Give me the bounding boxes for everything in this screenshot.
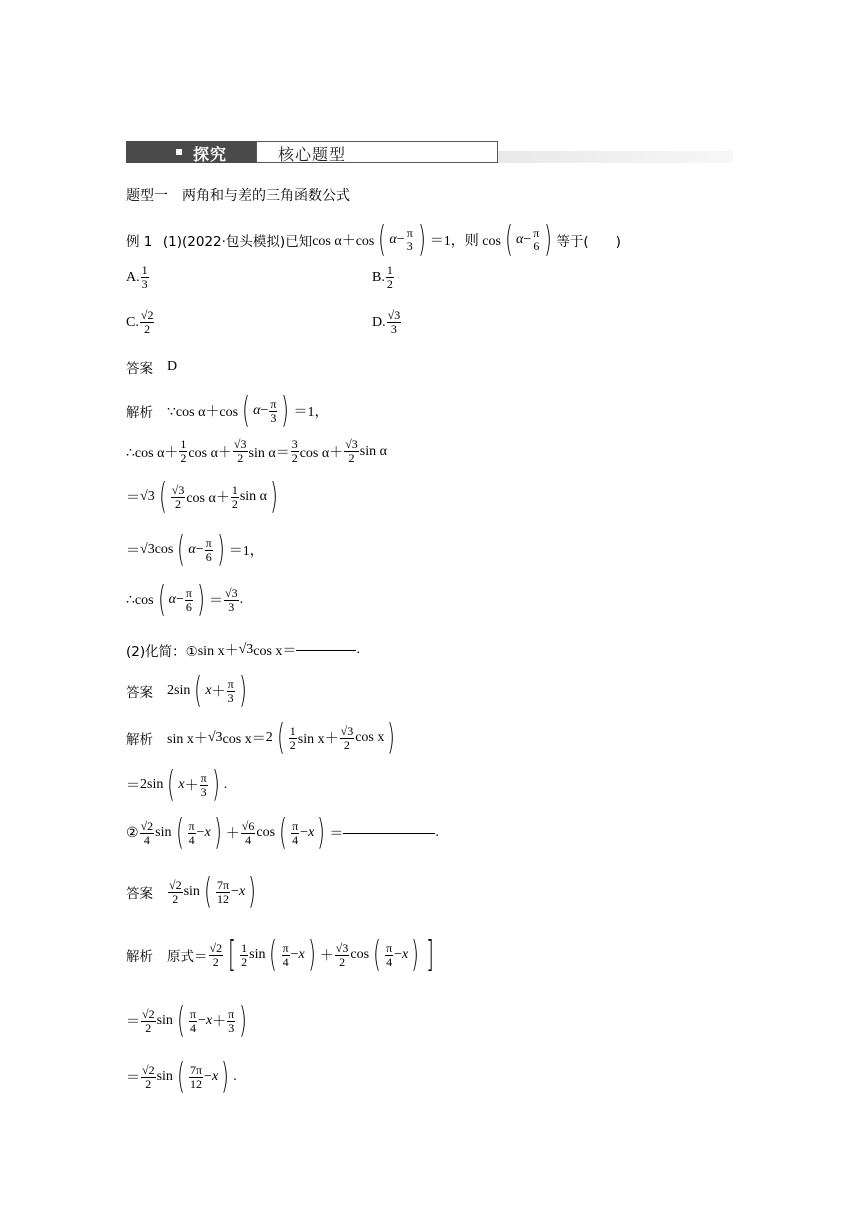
example-label: 例 1 xyxy=(126,234,153,250)
analysis-line-2: ∴cos α＋ $\frac{1}{2}$ cos α＋ $\frac{√3}{2}$ sin α＝ $\frac{3}{2}$ cos α＋ $\frac{√3}{2}$ sin α xyxy=(126,437,387,465)
section-banner xyxy=(126,141,733,165)
option-a: A. $\frac{1}{3}$ xyxy=(126,263,148,291)
banner-right-label: 核心题型 xyxy=(278,145,347,164)
part2-question2: ② $\frac{√2}{4}$ sin ( $\frac{\pi}{4}$ − x ) ＋ $\frac{√6}{4}$ cos ( $\frac{\pi}{4}$ − x ) ＝ . xyxy=(126,812,439,853)
answer3-line: 答案 $\frac{√2}{2}$ sin ( $\frac{7\pi}{12}$ − x ) xyxy=(126,871,257,912)
analysis3-line-1: 解析 原式＝ $\frac{√2}{2}$ [ $\frac{1}{2}$ sin ( $\frac{\pi}{4}$ − x ) ＋ $\frac{√3}{2}$ cos ( $\frac{\pi}{4}$ − x ) ] xyxy=(126,934,435,975)
analysis-line-3: ＝ √ 3 ( $\frac{√3}{2}$ cos α＋ $\frac{1}{2}$ sin α ) xyxy=(126,476,278,517)
analysis-line-4: ＝ √ 3 cos ( α − $\frac{\pi}{6}$ ) ＝1， xyxy=(126,529,264,570)
banner-left-label: 探究 xyxy=(193,145,228,164)
analysis2-line-2: ＝ 2sin ( x ＋ $\frac{\pi}{3}$ ) . xyxy=(126,764,228,805)
expr-text: ＝1，则 cos xyxy=(429,234,501,249)
question-tail: 等于( ) xyxy=(556,234,621,250)
example-source: (1)(2022·包头模拟)已知 xyxy=(162,234,313,250)
example1-question: 例 1 (1)(2022·包头模拟)已知 cos α＋cos ( α − π 3 ) ＝1，则 cos ( α − π 6 ) 等于( ) xyxy=(126,219,621,260)
option-d: D. $\frac{√3}{3}$ xyxy=(372,308,401,336)
option-b: B. $\frac{1}{2}$ xyxy=(372,263,393,291)
analysis2-line-1: 解析 sin x＋ √ 3 cos x＝ 2 ( $\frac{1}{2}$ sin x＋ $\frac{√3}{2}$ cos x ) xyxy=(126,717,396,758)
option-c: C. $\frac{√2}{2}$ xyxy=(126,308,154,336)
analysis3-line-3: ＝ $\frac{√2}{2}$ sin ( $\frac{7\pi}{12}$ − x ) . xyxy=(126,1056,237,1097)
section-title: 题型一 两角和与差的三角函数公式 xyxy=(126,188,350,204)
analysis-line-1: 解析 ∵cos α＋cos ( α − $\frac{\pi}{3}$ ) ＝1， xyxy=(126,390,329,431)
answer-line: 答案 D xyxy=(126,359,178,377)
analysis-line-5: ∴cos ( α − $\frac{\pi}{6}$ ) ＝ $\frac{√3}{3}$ . xyxy=(126,579,244,620)
square-icon xyxy=(176,149,182,155)
expr-text: cos α＋cos xyxy=(312,234,375,249)
answer2-line: 答案 2sin ( x ＋ $\frac{\pi}{3}$ ) xyxy=(126,670,247,711)
analysis3-line-2: ＝ $\frac{√2}{2}$ sin ( $\frac{\pi}{4}$ − x ＋ $\frac{\pi}{3}$ ) xyxy=(126,1000,248,1041)
part2-question1: (2)化简：① sin x＋ √ 3 cos x＝ . xyxy=(126,642,360,660)
